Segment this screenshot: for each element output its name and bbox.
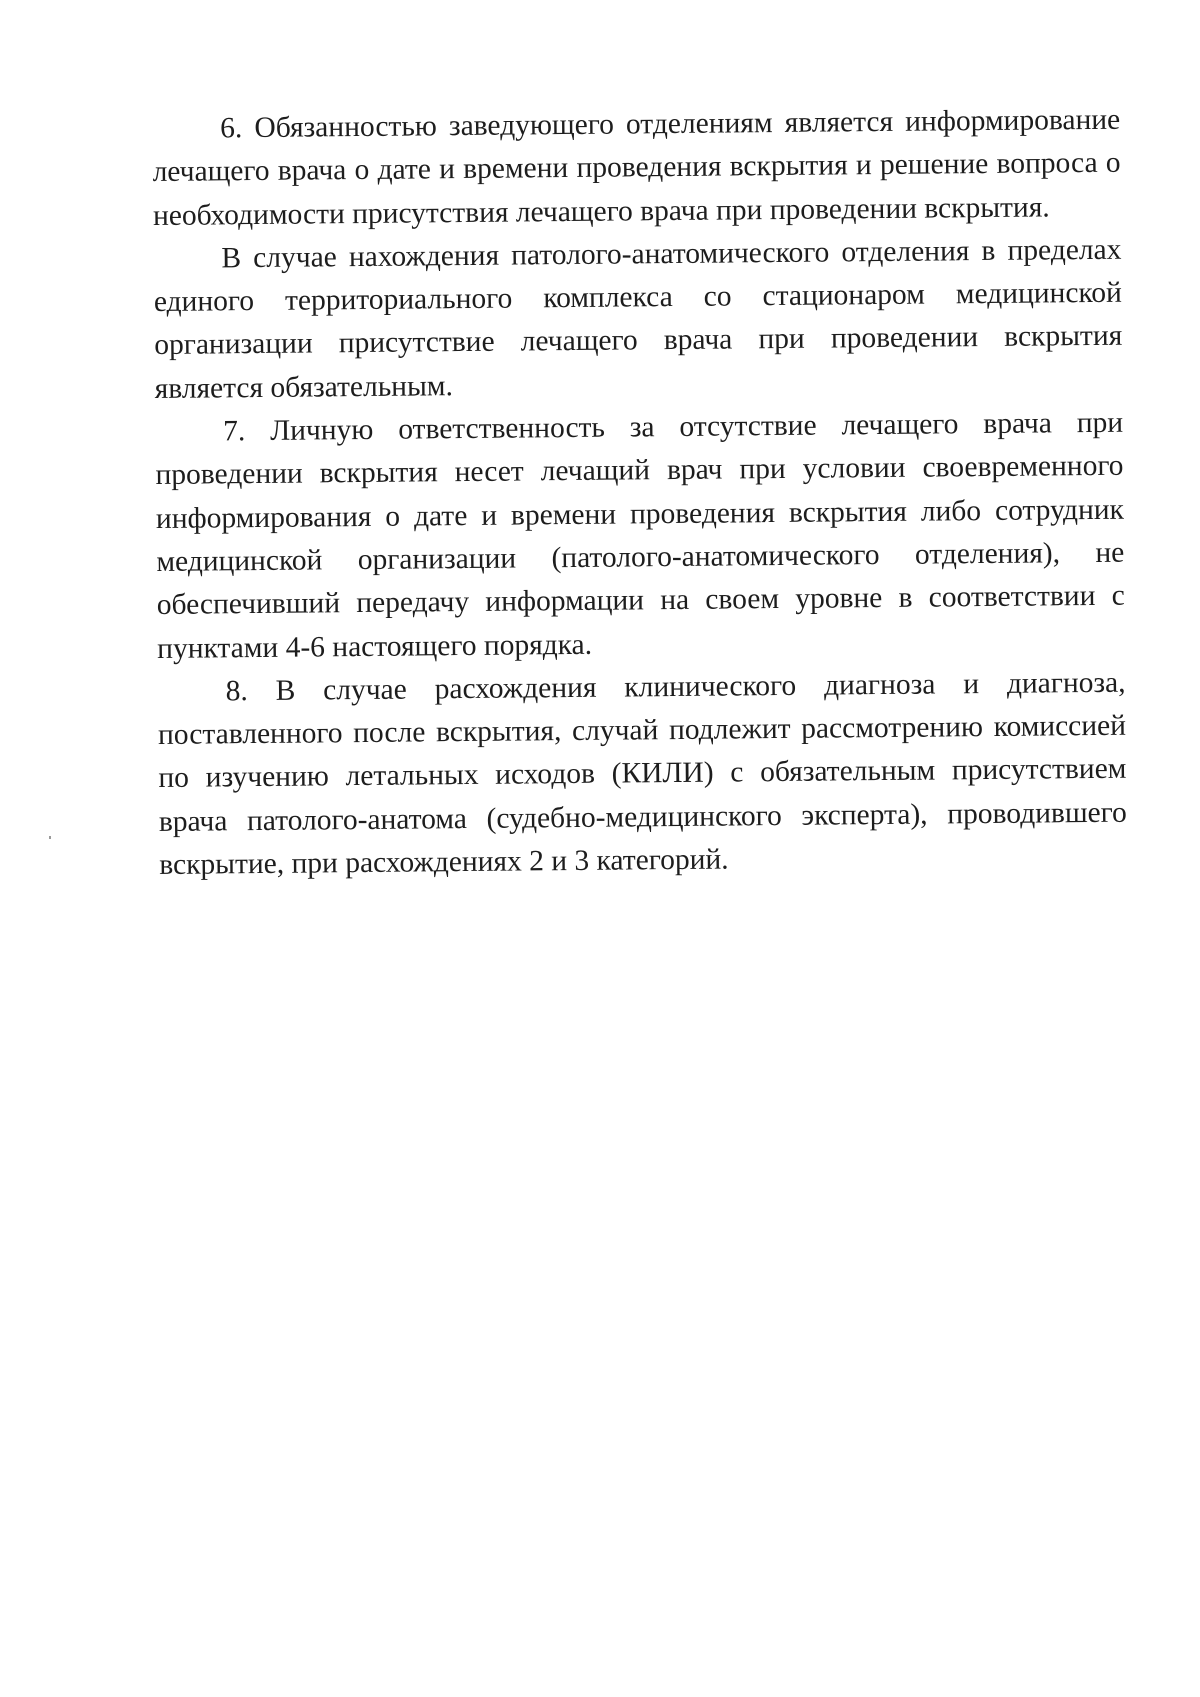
paragraph-7: 7. Личную ответственность за отсутствие лечащего врача при проведении вскрытия несет лечащий врач при условии своевременного информирования о дате и времени проведения вскрытия либо сотрудник медицинской организации (патолого-анатомического отделения), не обеспечивший передачу информации на своем уровне в соответствии с пунктами 4-6 настоящего порядка. (155, 406, 1125, 665)
document-body (152, 99, 1127, 888)
scan-speck (49, 836, 51, 839)
paragraph-6-note: В случае нахождения патолого-анатомического отделения в пределах единого территориального комплекса со стационаром медицинской организации присутствие лечащего врача при проведении вскрытия является обязательным. (153, 233, 1123, 405)
paragraph-6: 6. Обязанностью заведующего отделениям является информирование лечащего врача о дате и времени проведения вскрытия и решение вопроса о необходимости присутствия лечащего врача при проведении вскрытия. (152, 103, 1121, 232)
paragraph-8: 8. В случае расхождения клинического диагноза и диагноза, поставленного после вскрытия, случай подлежит рассмотрению комиссией по изучению летальных исходов (КИЛИ) с обязательным присутствием врача патолого-анатома (судебно-медицинского эксперта), проводившего вскрытие, при расхождениях 2 и 3 категорий. (157, 666, 1127, 882)
